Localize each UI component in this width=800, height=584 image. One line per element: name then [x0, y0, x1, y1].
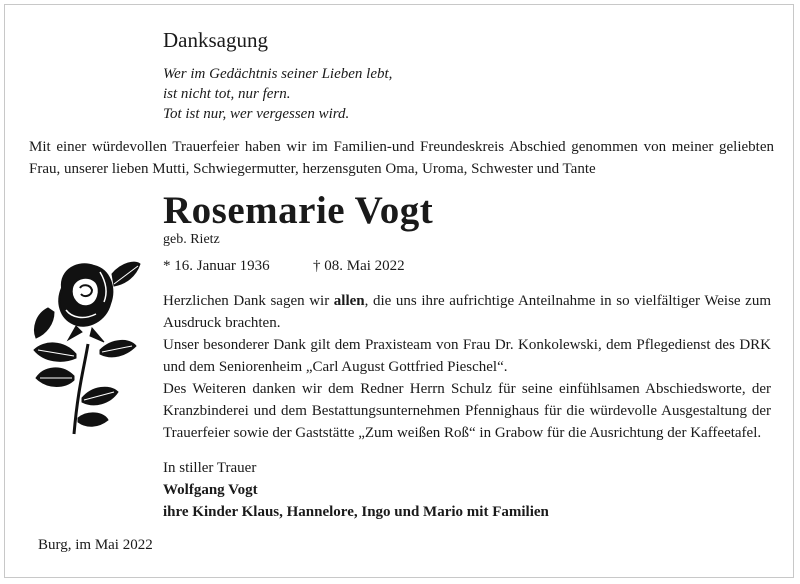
- thanks-paragraph-1: [163, 290, 771, 334]
- birth-date: * 16. Januar 1936: [163, 258, 270, 274]
- poem-line-1: Wer im Gedächtnis seiner Lieben lebt,: [163, 66, 393, 82]
- signature-lead: In stiller Trauer: [163, 460, 257, 476]
- thanks-text: [163, 290, 771, 444]
- thanks-p1-start: Herzlichen Dank sagen wir: [163, 293, 334, 309]
- place-date: Burg, im Mai 2022: [38, 537, 153, 553]
- heading: Danksagung: [163, 28, 268, 52]
- poem-line-3: Tot ist nur, wer vergessen wird.: [163, 106, 350, 122]
- death-date: † 08. Mai 2022: [313, 258, 405, 274]
- birth-name: geb. Rietz: [163, 232, 220, 247]
- thanks-p1-bold: allen: [333, 293, 365, 309]
- thanks-p1-end: , die uns ihre aufrichtige Anteilnahme in so vielfältiger Weise zum Ausdruck brachten.: [163, 293, 772, 331]
- signature-children: ihre Kinder Klaus, Hannelore, Ingo und Mario mit Familien: [163, 504, 549, 520]
- thanks-paragraph-2: Unser besonderer Dank gilt dem Praxisteam von Frau Dr. Konkolewski, dem Pflegedienst des DRK und dem Seniorenheim „Carl August Gottfried Pieschel“.: [163, 337, 771, 375]
- poem-line-2: ist nicht tot, nur fern.: [163, 86, 291, 102]
- rose-icon: [26, 258, 144, 436]
- intro-text: Mit einer würdevollen Trauerfeier haben wir im Familien-und Freundeskreis Abschied genommen von meiner geliebten Frau, unserer lieben Mutti, Schwiegermutter, herzensguten Oma, Uroma, Schwester und Tante: [29, 139, 774, 177]
- deceased-name: Rosemarie Vogt: [163, 189, 434, 232]
- thanks-paragraph-3: Des Weiteren danken wir dem Redner Herrn Schulz für seine einfühlsamen Abschiedsworte, der Kranzbinderei und dem Bestattungsunternehmen Pfennighaus für die würdevolle Ausgestaltung der Trauerfeier sowie der Gaststätte „Zum weißen Roß“ in Grabow für die Ausrichtung der Kaffeetafel.: [163, 381, 771, 441]
- signature-husband: Wolfgang Vogt: [163, 482, 258, 498]
